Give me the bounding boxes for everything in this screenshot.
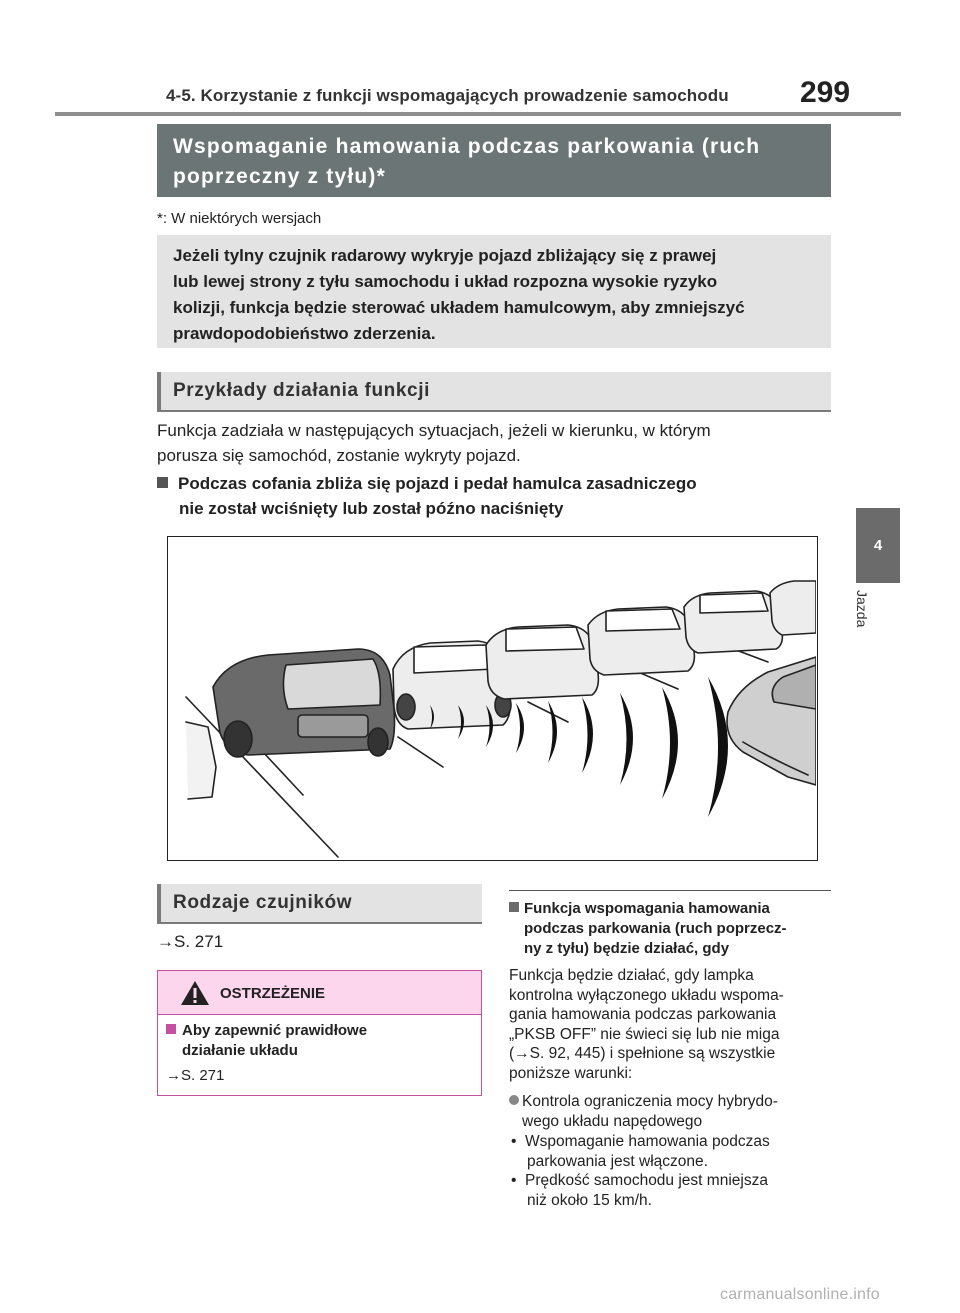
warning-header [158,971,481,1015]
radar-wave [582,697,593,773]
paragraph-line: poniższe warunki: [509,1064,633,1082]
radar-wave [708,677,728,817]
warning-item-line: Aby zapewnić prawidłowe [182,1022,368,1039]
sub-item-line: niż około 15 km/h. [527,1191,652,1209]
warning-page-reference[interactable]: →S. 271 [166,1067,225,1084]
paragraph-line: Funkcja zadziała w następujących sytuacjach, jeżeli w kierunku, w którym [157,421,711,440]
paragraph-line: (→S. 92, 445) i spełnione są wszystkie [509,1045,776,1062]
page-number: 299 [800,76,851,109]
paragraph-line: „PKSB OFF” nie świeci się lub nie miga [509,1025,780,1043]
subheading-line: Podczas cofania zbliża się pojazd i pedał hamulca zasadniczego [178,474,697,493]
conditions-paragraph [509,966,834,1083]
watermark: carmanualsonline.info [720,1286,880,1303]
dot-bullet: • [511,1172,517,1189]
right-column-divider [509,890,831,891]
main-heading-line: poprzeczny z tyłu)* [173,165,386,188]
parking-line [528,702,568,722]
square-bullet-icon [166,1024,176,1034]
main-heading-line: Wspomaganie hamowania podczas parkowania (ruch [173,135,761,158]
intro-line: prawdopodobieństwo zderzenia. [173,324,436,343]
parking-line [398,737,443,767]
section-heading-sensors: Rodzaje czujników [157,884,482,924]
condition-sub-item [509,1132,834,1171]
paragraph-line: Funkcja będzie działać, gdy lampka [509,967,754,984]
subheading-line: nie został wciśnięty lub został późno naciśnięty [179,499,564,518]
conditions-heading-line: podczas parkowania (ruch poprzecz- [524,920,787,937]
version-note: *: W niektórych wersjach [157,210,322,227]
square-bullet-icon [157,477,168,488]
conditions-heading [509,899,834,959]
radar-wave [662,687,678,799]
section-heading-examples: Przykłady działania funkcji [157,372,831,412]
paragraph-line: gania hamowania podczas parkowania [509,1006,777,1023]
radar-wave [620,693,633,785]
conditions-heading-line: Funkcja wspomagania hamowania [524,900,770,917]
intro-line: kolizji, funkcja będzie sterować układem hamulcowym, aby zmniejszyć [173,298,745,317]
warning-triangle-icon [180,979,210,1007]
warning-box [157,970,482,1096]
page-reference-link[interactable]: →S. 271 [157,932,224,951]
conditions-heading-line: ny z tyłu) będzie działać, gdy [524,940,730,957]
left-car-fragment [186,722,216,799]
rear-cross-traffic-illustration [168,537,816,859]
dot-bullet: • [511,1133,517,1150]
bullet-line: wego układu napędowego [522,1112,703,1130]
chapter-tab [856,508,900,583]
paragraph-line: porusza się samochód, zostanie wykryty pojazd. [157,446,521,465]
intro-line: Jeżeli tylny czujnik radarowy wykryje pojazd zbliżający się z prawej [173,246,717,265]
warning-item [166,1021,466,1061]
warning-title: OSTRZEŻENIE [220,985,326,1002]
radar-wave [548,701,557,763]
examples-subheading [157,471,837,521]
intro-line: lub lewej strony z tyłu samochodu i układ rozpozna wysokie ryzyko [173,272,718,291]
chapter-label [854,590,896,650]
parking-line [638,672,678,689]
warning-item-line: działanie układu [182,1042,298,1059]
running-header: 4-5. Korzystanie z funkcji wspomagających prowadzenie samochodu [166,86,729,105]
chapter-label-text: Jazda [854,590,870,628]
intro-box [157,235,831,348]
chapter-number: 4 [873,537,883,554]
header-divider [55,112,901,116]
circle-bullet-icon [509,1095,519,1105]
sub-item-line: Prędkość samochodu jest mniejsza [525,1172,768,1189]
sub-item-line: parkowania jest włączone. [527,1152,708,1170]
parked-car [770,581,816,635]
condition-sub-item [509,1171,834,1210]
examples-paragraph [157,418,837,468]
main-heading [157,124,831,197]
square-bullet-icon [509,902,519,912]
paragraph-line: kontrolna wyłączonego układu wspoma- [509,986,784,1004]
bullet-line: Kontrola ograniczenia mocy hybrydo- [522,1093,778,1110]
radar-wave [516,703,524,753]
condition-bullet [509,1092,834,1131]
parking-line [263,752,303,795]
sub-item-line: Wspomaganie hamowania podczas [525,1133,770,1150]
parking-illustration [167,536,818,861]
